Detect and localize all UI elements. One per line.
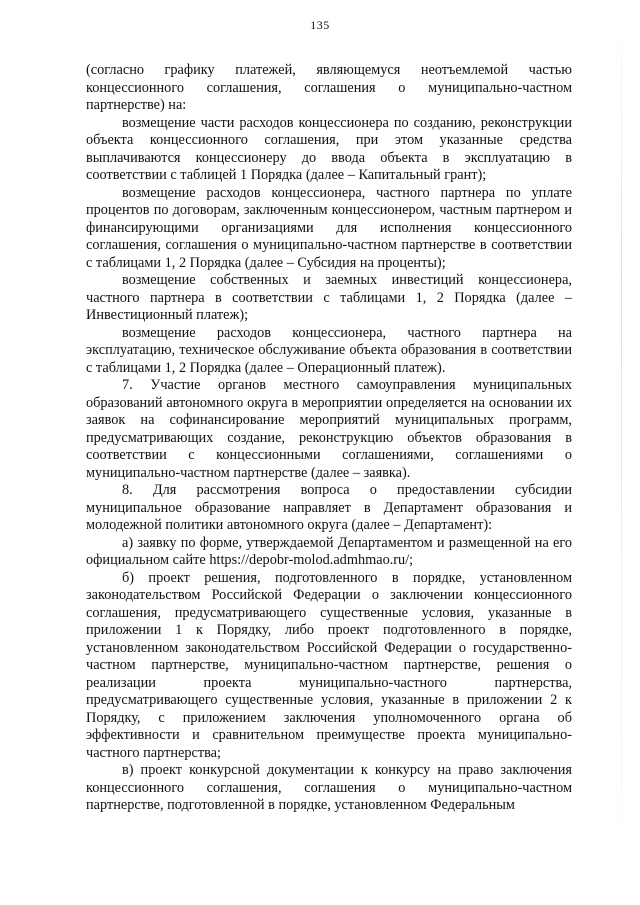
paragraph-item-8b: б) проект решения, подготовленного в порядке, установленном законодательством Российской Федерации о заключении концессионного соглашения, предусматривающего существенные условия, указанные в приложении 1 к Порядку, либо проект подготовленного в порядке, установленном законодательством Российской Федерации о государственно-частном партнерстве, муниципально-частном партнерстве, решения о реализации проекта муниципально-частного партнерства, предусматривающего существенные условия, указанные в приложении 2 к Порядку, с приложением заключения уполномоченного органа об эффективности и сравнительном преимуществе проекта муниципально-частного партнерства; [86, 569, 572, 761]
paragraph-investment-payment: возмещение собственных и заемных инвестиций концессионера, частного партнера в соответствии с таблицами 1, 2 Порядка (далее – Инвестиционный платеж); [86, 272, 572, 323]
paragraph-interest-subsidy: возмещение расходов концессионера, частного партнера по уплате процентов по договорам, заключенным концессионером, частным партнером и финансирующими организациями для исполнения концессионного соглашения, соглашения о муниципально-частном партнерстве в соответствии с таблицами 1, 2 Порядка (далее – Субсидия на проценты); [86, 184, 572, 271]
document-body [86, 62, 572, 815]
scan-edge-shadow [621, 0, 622, 905]
paragraph-item-7: 7. Участие органов местного самоуправления муниципальных образований автономного округа в мероприятии определяется на основании их заявок на софинансирование мероприятий муниципальных программ, предусматривающих создание, реконструкцию объектов образования в соответствии с концессионными соглашениями, соглашениями о муниципально-частном партнерстве (далее – заявка). [86, 377, 572, 481]
page-number: 135 [310, 18, 330, 32]
paragraph-item-8a: а) заявку по форме, утверждаемой Департаментом и размещенной на его официальном сайте https://depobr-molod.admhmao.ru/; [86, 534, 572, 568]
paragraph-capital-grant: возмещение части расходов концессионера по созданию, реконструкции объекта концессионного соглашения, при этом указанные средства выплачиваются концессионеру до ввода объекта в эксплуатацию в соответствии с таблицей 1 Порядка (далее – Капитальный грант); [86, 114, 572, 183]
paragraph-item-8: 8. Для рассмотрения вопроса о предоставлении субсидии муниципальное образование направляет в Департамент образования и молодежной политики автономного округа (далее – Департамент): [86, 482, 572, 533]
paragraph-intro: (согласно графику платежей, являющемуся неотъемлемой частью концессионного соглашения, соглашения о муниципально-частном партнерстве) на: [86, 62, 572, 113]
paragraph-item-8c: в) проект конкурсной документации к конкурсу на право заключения концессионного соглашения, соглашения о муниципально-частном партнерстве, подготовленной в порядке, установленном Федеральным [86, 762, 572, 813]
paragraph-operational-payment: возмещение расходов концессионера, частного партнера на эксплуатацию, техническое обслуживание объекта образования в соответствии с таблицами 1, 2 Порядка (далее – Операционный платеж). [86, 324, 572, 376]
